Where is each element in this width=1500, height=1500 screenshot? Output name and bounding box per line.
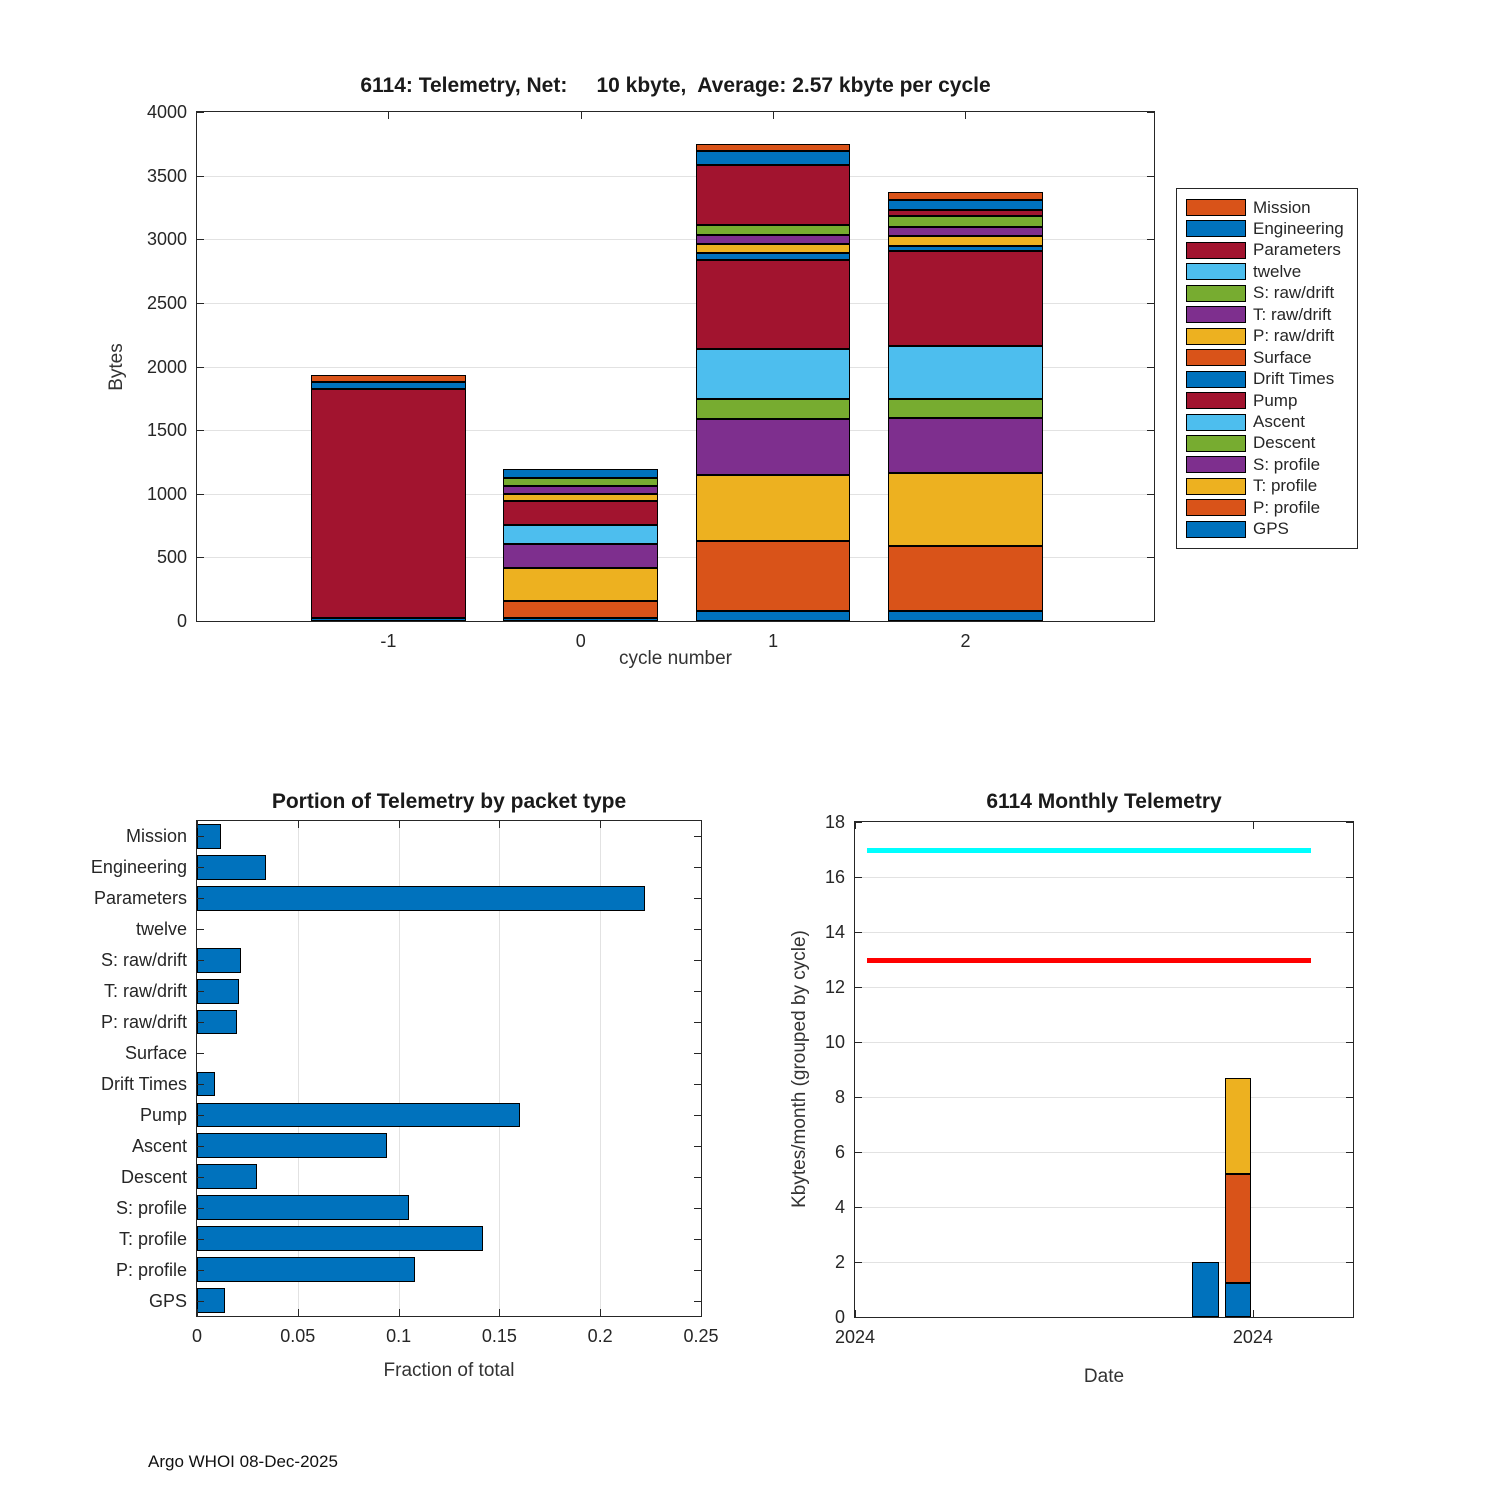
- legend-label: twelve: [1253, 261, 1302, 281]
- monthly-bar-segment: [1225, 1078, 1251, 1174]
- y-tick-label: 0: [176, 611, 187, 631]
- bar-pump: [197, 1103, 520, 1128]
- tick-mark: [1147, 239, 1154, 240]
- legend-swatch-engineering: [1186, 220, 1246, 237]
- tick-mark: [197, 836, 204, 837]
- tick-mark: [581, 112, 582, 119]
- bar-segment-mission: [696, 144, 851, 150]
- bar-segment-s-raw-drift: [503, 478, 658, 486]
- tick-mark: [855, 1042, 862, 1043]
- tick-mark: [197, 1115, 204, 1116]
- y-tick-label: 3500: [146, 165, 187, 186]
- tick-mark: [197, 991, 204, 992]
- tick-mark: [1253, 822, 1254, 829]
- x-tick-label: 0: [575, 631, 586, 651]
- bar-segment-t-raw-drift: [696, 235, 851, 243]
- tick-mark: [694, 836, 701, 837]
- tick-mark: [855, 1262, 862, 1263]
- x-tick-label: 2024: [1232, 1327, 1273, 1347]
- y-tick-label: 8: [834, 1087, 845, 1107]
- bar-segment-drift-times: [696, 253, 851, 260]
- bar-segment-parameters: [311, 389, 466, 618]
- tick-mark: [1147, 112, 1154, 113]
- cycle-chart-ylabel: Bytes: [106, 343, 127, 391]
- bar-segment-gps: [503, 618, 658, 621]
- legend-row: [1186, 240, 1348, 261]
- tick-mark: [855, 822, 856, 829]
- bar-segment-gps: [888, 611, 1043, 621]
- legend-row: [1186, 369, 1348, 390]
- bar-segment-pump: [503, 501, 658, 526]
- y-tick-label: 18: [824, 812, 845, 832]
- legend-swatch-t-raw-drift: [1186, 306, 1246, 323]
- tick-mark: [399, 821, 400, 828]
- tick-mark: [694, 1270, 701, 1271]
- bar-segment-mission: [311, 375, 466, 382]
- monthly-bar-segment: [1225, 1174, 1251, 1283]
- cycle-plot: [146, 102, 1155, 651]
- bar-segment-s-profile: [888, 418, 1043, 473]
- tick-mark: [773, 112, 774, 119]
- tick-mark: [197, 1146, 204, 1147]
- bar-segment-p-profile: [503, 601, 658, 618]
- tick-mark: [499, 821, 500, 828]
- legend-row: [1186, 433, 1348, 454]
- legend-label: P: profile: [1253, 497, 1321, 517]
- bar-segment-t-raw-drift: [503, 486, 658, 493]
- tick-mark: [694, 1146, 701, 1147]
- tick-mark: [855, 1317, 862, 1318]
- bar-segment-gps: [311, 618, 466, 621]
- monthly-chart-ylabel: Kbytes/month (grouped by cycle): [789, 930, 810, 1208]
- footer-text: Argo WHOI 08-Dec-2025: [148, 1452, 338, 1471]
- tick-mark: [1346, 1262, 1353, 1263]
- bar-t-profile: [197, 1226, 483, 1251]
- bar-segment-s-raw-drift: [696, 225, 851, 236]
- tick-mark: [197, 1053, 204, 1054]
- tick-mark: [197, 176, 204, 177]
- category-label: S: profile: [115, 1197, 187, 1218]
- tick-mark: [694, 867, 701, 868]
- bar-segment-pump: [888, 251, 1043, 345]
- bar-segment-t-profile: [888, 473, 1043, 546]
- tick-mark: [694, 898, 701, 899]
- y-tick-label: 4: [834, 1197, 845, 1217]
- category-label: Drift Times: [100, 1073, 187, 1094]
- x-tick-label: 0.2: [587, 1326, 613, 1346]
- tick-mark: [1147, 430, 1154, 431]
- category-label: P: profile: [115, 1259, 187, 1280]
- bar-segment-s-profile: [696, 419, 851, 475]
- tick-mark: [1346, 1317, 1353, 1318]
- bar-ascent: [197, 1133, 387, 1158]
- tick-mark: [1147, 557, 1154, 558]
- x-tick-label: 0.15: [481, 1326, 517, 1346]
- tick-mark: [298, 1309, 299, 1316]
- legend-swatch-surface: [1186, 349, 1246, 366]
- category-label: P: raw/drift: [100, 1012, 187, 1033]
- x-tick-label: 2: [960, 631, 971, 651]
- legend-row: [1186, 283, 1348, 304]
- tick-mark: [694, 991, 701, 992]
- tick-mark: [1346, 877, 1353, 878]
- bar-segment-engineering: [696, 151, 851, 165]
- bar-segment-s-raw-drift: [888, 216, 1043, 227]
- bar-segment-drift-times: [888, 246, 1043, 252]
- tick-mark: [197, 112, 204, 113]
- tick-mark: [855, 1097, 862, 1098]
- tick-mark: [694, 960, 701, 961]
- legend-label: S: raw/drift: [1253, 283, 1335, 303]
- x-tick-label: 0.05: [280, 1326, 316, 1346]
- tick-mark: [1346, 1152, 1353, 1153]
- bar-engineering: [197, 855, 266, 880]
- gridline: [855, 1042, 1353, 1043]
- bar-segment-t-profile: [696, 475, 851, 542]
- bar-segment-parameters: [888, 210, 1043, 216]
- tick-mark: [694, 1053, 701, 1054]
- bar-segment-s-profile: [503, 544, 658, 568]
- bar-segment-pump: [696, 260, 851, 349]
- tick-mark: [694, 1177, 701, 1178]
- tick-mark: [1147, 303, 1154, 304]
- gridline: [855, 877, 1353, 878]
- legend-label: GPS: [1253, 519, 1289, 539]
- bar-parameters: [197, 886, 645, 911]
- x-tick-label: -1: [380, 631, 397, 651]
- legend-swatch-gps: [1186, 521, 1246, 538]
- x-tick-label: 2024: [834, 1327, 876, 1347]
- legend-swatch-twelve: [1186, 263, 1246, 280]
- legend-label: T: raw/drift: [1253, 304, 1332, 324]
- tick-mark: [694, 1115, 701, 1116]
- bar-segment-p-raw-drift: [888, 236, 1043, 246]
- legend-label: P: raw/drift: [1253, 326, 1335, 346]
- gridline: [855, 1152, 1353, 1153]
- bar-segment-p-profile: [696, 541, 851, 610]
- bar-descent: [197, 1164, 257, 1189]
- tick-mark: [1147, 367, 1154, 368]
- gridline: [197, 176, 1154, 177]
- legend-swatch-mission: [1186, 199, 1246, 216]
- portion-chart-xlabel: Fraction of total: [383, 1360, 515, 1381]
- tick-mark: [197, 239, 204, 240]
- bar-segment-parameters: [696, 165, 851, 225]
- monthly-chart-xlabel: Date: [1083, 1366, 1125, 1387]
- tick-mark: [855, 822, 862, 823]
- tick-mark: [855, 987, 862, 988]
- tick-mark: [855, 1207, 862, 1208]
- bar-segment-engineering: [503, 469, 658, 478]
- x-tick-label: 0: [191, 1326, 203, 1346]
- bar-segment-engineering: [888, 200, 1043, 210]
- monthly-bar-segment: [1192, 1262, 1218, 1317]
- gridline: [855, 1207, 1353, 1208]
- tick-mark: [1346, 1207, 1353, 1208]
- tick-mark: [1346, 932, 1353, 933]
- bar-segment-gps: [696, 611, 851, 621]
- tick-mark: [701, 1309, 702, 1316]
- tick-mark: [1346, 1097, 1353, 1098]
- legend-label: Parameters: [1253, 240, 1341, 260]
- cycle-chart-title: 6114: Telemetry, Net: 10 kbyte, Average: 2.57 kbyte per cycle: [360, 74, 991, 97]
- category-label: Engineering: [90, 857, 187, 878]
- category-label: T: profile: [118, 1228, 187, 1249]
- tick-mark: [1147, 621, 1154, 622]
- y-tick-label: 6: [834, 1142, 845, 1162]
- tick-mark: [1346, 987, 1353, 988]
- y-tick-label: 1000: [146, 483, 187, 504]
- category-label: GPS: [148, 1290, 187, 1311]
- legend-row: [1186, 454, 1348, 475]
- y-tick-label: 0: [834, 1307, 845, 1327]
- legend-swatch-descent: [1186, 435, 1246, 452]
- tick-mark: [855, 932, 862, 933]
- category-label: Surface: [124, 1043, 187, 1064]
- monthly-bar-segment: [1225, 1283, 1251, 1317]
- category-label: Ascent: [131, 1135, 187, 1156]
- bar-segment-mission: [888, 192, 1043, 200]
- y-tick-label: 16: [824, 867, 845, 887]
- legend-row: [1186, 497, 1348, 518]
- legend-label: Surface: [1253, 347, 1312, 367]
- y-tick-label: 2500: [146, 292, 187, 313]
- legend-label: Engineering: [1253, 218, 1344, 238]
- reference-line: [867, 848, 1311, 853]
- gridline: [855, 1262, 1353, 1263]
- category-label: S: raw/drift: [100, 950, 187, 971]
- legend-swatch-p-profile: [1186, 499, 1246, 516]
- tick-mark: [694, 1022, 701, 1023]
- tick-mark: [197, 929, 204, 930]
- category-label: Descent: [120, 1166, 187, 1187]
- legend-row: [1186, 304, 1348, 325]
- bar-segment-p-profile: [888, 546, 1043, 611]
- tick-mark: [197, 1022, 204, 1023]
- bar-segment-descent: [696, 399, 851, 419]
- y-tick-label: 4000: [146, 102, 187, 122]
- legend-label: Pump: [1253, 390, 1298, 410]
- y-tick-label: 1500: [146, 420, 187, 441]
- legend-swatch-ascent: [1186, 414, 1246, 431]
- monthly-plot: [824, 812, 1354, 1347]
- x-tick-label: 0.1: [386, 1326, 412, 1346]
- legend-row: [1186, 412, 1348, 433]
- legend-label: Drift Times: [1253, 369, 1335, 389]
- tick-mark: [388, 112, 389, 119]
- legend-swatch-parameters: [1186, 242, 1246, 259]
- tick-mark: [197, 1301, 204, 1302]
- legend: [1176, 188, 1358, 549]
- tick-mark: [694, 929, 701, 930]
- tick-mark: [600, 821, 601, 828]
- y-tick-label: 500: [156, 547, 187, 568]
- tick-mark: [694, 1208, 701, 1209]
- tick-mark: [855, 1152, 862, 1153]
- category-label: twelve: [135, 919, 187, 940]
- bar-segment-engineering: [311, 382, 466, 388]
- x-tick-label: 0.25: [683, 1326, 719, 1346]
- legend-row: [1186, 326, 1348, 347]
- legend-row: [1186, 261, 1348, 282]
- y-tick-label: 14: [824, 922, 845, 942]
- tick-mark: [701, 821, 702, 828]
- tick-mark: [1147, 176, 1154, 177]
- tick-mark: [399, 1309, 400, 1316]
- x-tick-label: 1: [768, 631, 779, 651]
- tick-mark: [197, 867, 204, 868]
- gridline: [855, 1097, 1353, 1098]
- bar-s-profile: [197, 1195, 409, 1220]
- tick-mark: [197, 430, 204, 431]
- reference-line: [867, 958, 1311, 963]
- bar-segment-p-raw-drift: [696, 244, 851, 254]
- category-label: T: raw/drift: [103, 981, 187, 1002]
- tick-mark: [1346, 1042, 1353, 1043]
- legend-label: Mission: [1253, 197, 1311, 217]
- legend-label: Ascent: [1253, 412, 1305, 432]
- tick-mark: [197, 960, 204, 961]
- bar-segment-t-raw-drift: [888, 227, 1043, 237]
- bar-segment-ascent: [888, 346, 1043, 399]
- legend-swatch-p-raw-drift: [1186, 328, 1246, 345]
- tick-mark: [197, 557, 204, 558]
- tick-mark: [298, 821, 299, 828]
- tick-mark: [197, 367, 204, 368]
- category-label: Mission: [125, 826, 187, 847]
- bar-segment-p-raw-drift: [503, 494, 658, 501]
- bar-segment-ascent: [696, 349, 851, 399]
- tick-mark: [197, 621, 204, 622]
- tick-mark: [600, 1309, 601, 1316]
- tick-mark: [1253, 1310, 1254, 1317]
- legend-label: T: profile: [1253, 476, 1318, 496]
- legend-row: [1186, 519, 1348, 540]
- y-tick-label: 10: [824, 1032, 845, 1052]
- tick-mark: [855, 877, 862, 878]
- cycle-chart-xlabel: cycle number: [619, 648, 732, 669]
- legend-row: [1186, 197, 1348, 218]
- tick-mark: [197, 1084, 204, 1085]
- legend-row: [1186, 347, 1348, 368]
- bar-segment-t-profile: [503, 568, 658, 600]
- y-tick-label: 2: [834, 1252, 845, 1272]
- gridline: [855, 987, 1353, 988]
- legend-swatch-t-profile: [1186, 478, 1246, 495]
- tick-mark: [855, 1310, 856, 1317]
- legend-swatch-s-raw-drift: [1186, 285, 1246, 302]
- y-tick-label: 12: [824, 977, 845, 997]
- legend-row: [1186, 390, 1348, 411]
- tick-mark: [965, 112, 966, 119]
- tick-mark: [1147, 494, 1154, 495]
- tick-mark: [197, 303, 204, 304]
- bar-segment-descent: [888, 399, 1043, 418]
- tick-mark: [694, 1239, 701, 1240]
- tick-mark: [1346, 822, 1353, 823]
- tick-mark: [197, 494, 204, 495]
- tick-mark: [197, 1177, 204, 1178]
- bar-p-profile: [197, 1257, 415, 1282]
- tick-mark: [197, 1309, 198, 1316]
- legend-swatch-drift-times: [1186, 371, 1246, 388]
- portion-chart-title: Portion of Telemetry by packet type: [271, 790, 627, 813]
- tick-mark: [197, 1270, 204, 1271]
- monthly-chart-title: 6114 Monthly Telemetry: [986, 790, 1222, 813]
- y-tick-label: 3000: [146, 229, 187, 250]
- tick-mark: [197, 1208, 204, 1209]
- legend-swatch-pump: [1186, 392, 1246, 409]
- tick-mark: [499, 1309, 500, 1316]
- y-tick-label: 2000: [146, 356, 187, 377]
- portion-plot: [90, 820, 719, 1346]
- gridline: [855, 932, 1353, 933]
- legend-label: Descent: [1253, 433, 1316, 453]
- bar-segment-ascent: [503, 525, 658, 544]
- tick-mark: [197, 821, 198, 828]
- category-label: Parameters: [93, 888, 187, 909]
- tick-mark: [197, 1239, 204, 1240]
- category-label: Pump: [139, 1104, 187, 1125]
- legend-label: S: profile: [1253, 454, 1321, 474]
- legend-row: [1186, 218, 1348, 239]
- tick-mark: [694, 1301, 701, 1302]
- tick-mark: [694, 1084, 701, 1085]
- legend-swatch-s-profile: [1186, 456, 1246, 473]
- tick-mark: [197, 898, 204, 899]
- legend-row: [1186, 476, 1348, 497]
